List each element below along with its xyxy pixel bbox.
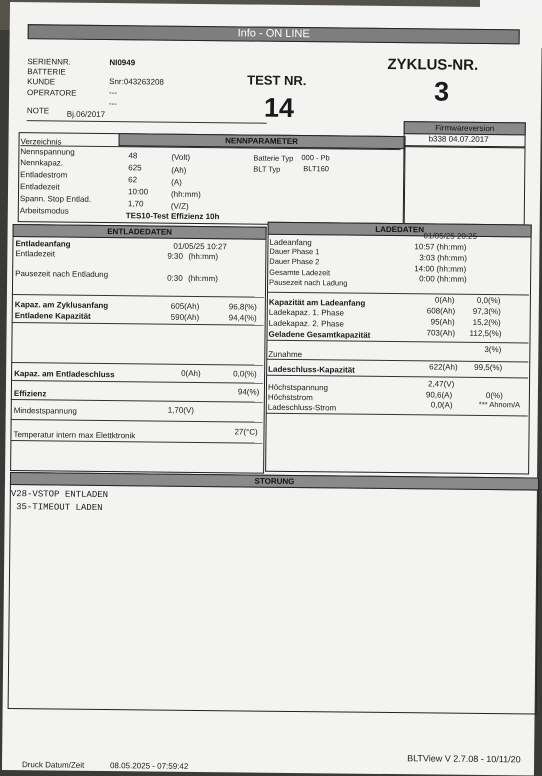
charge-pause-label: Pausezeit nach Ladung xyxy=(269,277,348,288)
cycle-start-capacity-pct: 96,8(%) xyxy=(228,302,257,312)
total-charge-time-value: 14:00 (hh:mm) xyxy=(414,264,467,274)
report-sheet xyxy=(2,2,542,776)
note-underline xyxy=(27,120,267,124)
max-voltage-value: 2,47(V) xyxy=(427,379,455,389)
test-label: TEST NR. xyxy=(247,72,307,89)
work-mode-value: TES10-Test Effizienz 10h xyxy=(125,211,220,222)
operator-label: OPERATORE xyxy=(27,88,77,98)
charge-start-capacity-ah: 0(Ah) xyxy=(434,295,455,305)
stop-voltage-unit: (V/Z) xyxy=(170,201,189,211)
charge-pause-value: 0:00 (hh:mm) xyxy=(419,274,467,284)
discharge-pause-value: 0:30 xyxy=(167,273,183,283)
print-date-label: Druck Datum/Zeit xyxy=(21,760,85,770)
max-current-value: 90,6(A) xyxy=(425,390,453,400)
charge-start-value: 01/05/25 20:25 xyxy=(423,231,478,241)
header-title-bar: Info - ON LINE xyxy=(28,24,520,44)
efficiency-label: Effizienz xyxy=(13,389,47,399)
charge-title: LADEDATEN xyxy=(268,222,532,238)
max-voltage-label: Höchstspannung xyxy=(267,382,329,393)
nominal-voltage-value: 48 xyxy=(128,151,138,161)
phase2-duration-value: 3:03 (hh:mm) xyxy=(419,253,467,263)
min-voltage-value: 1,70(V) xyxy=(167,405,195,415)
discharge-current-unit: (A) xyxy=(171,177,182,187)
ahnom-note: *** Ahnom/A xyxy=(478,399,521,410)
fault-title: STORUNG xyxy=(10,472,539,491)
stop-voltage-label: Spann. Stop Entlad. xyxy=(19,194,92,204)
firmware-title: Firmwareversion xyxy=(404,121,526,135)
phase2-capacity-pct: 15,2(%) xyxy=(472,317,501,328)
discharge-title: ENTLADEDATEN xyxy=(13,224,267,240)
total-charge-time-label: Gesamte Ladezeit xyxy=(269,267,331,278)
nominal-heading: Verzeichnis xyxy=(20,137,62,147)
increase-value: 3(%) xyxy=(484,344,502,355)
end-charge-capacity-label: Ladeschluss-Kapazität xyxy=(268,364,355,375)
end-discharge-capacity-pct: 0,0(%) xyxy=(233,369,257,379)
discharge-time-value: 10:00 xyxy=(127,187,149,197)
end-charge-capacity-ah: 622(Ah) xyxy=(429,362,458,372)
right-blank-box xyxy=(403,145,526,227)
efficiency-value: 94(%) xyxy=(237,387,260,397)
discharge-time-value-2: 9:30 xyxy=(167,251,183,261)
discharge-start-value: 01/05/25 10:27 xyxy=(173,241,227,252)
serial-value: NI0949 xyxy=(109,58,136,68)
phase2-capacity-label: Ladekapaz. 2. Phase xyxy=(268,318,344,329)
cycle-label: ZYKLUS-NR. xyxy=(387,55,479,74)
charge-start-label: Ladeanfang xyxy=(269,237,312,248)
phase1-capacity-pct: 97,3(%) xyxy=(472,306,501,317)
discharge-pause-unit: (hh:mm) xyxy=(188,273,218,284)
discharged-capacity-pct: 94,4(%) xyxy=(228,313,257,323)
max-current-pct: 0(%) xyxy=(485,391,503,401)
nominal-voltage-label: Nennspannung xyxy=(20,147,75,157)
temperature-label: Temperatur intern max Elettktronik xyxy=(13,430,136,441)
battery-label: BATTERIE xyxy=(27,67,66,77)
discharge-start-label: Entladeanfang xyxy=(15,239,71,249)
nominal-capacity-value: 625 xyxy=(128,163,142,173)
blt-type-label: BLT Typ xyxy=(253,164,281,174)
serial-label: SERIENNR. xyxy=(27,57,71,67)
phase1-duration-label: Dauer Phase 1 xyxy=(269,246,320,257)
operator-value: --- xyxy=(108,99,117,109)
min-voltage-label: Mindestspannung xyxy=(13,406,77,416)
phase1-capacity-label: Ladekapaz. 1. Phase xyxy=(268,307,344,318)
note-value: Bj.06/2017 xyxy=(66,109,106,120)
firmware-value: b338 04.07.2017 xyxy=(428,134,489,145)
total-charged-capacity-label: Geladene Gesamtkapazität xyxy=(268,329,371,340)
end-current-label: Ladeschluss-Strom xyxy=(267,402,337,413)
fault-line-1: V28-VSTOP ENTLADEN xyxy=(10,489,109,501)
phase1-duration-value: 10:57 (hh:mm) xyxy=(414,242,467,252)
customer-label: KUNDE xyxy=(27,77,56,87)
nominal-capacity-unit: (Ah) xyxy=(171,165,187,175)
end-current-value: 0,0(A) xyxy=(430,400,453,410)
discharged-capacity-label: Entladene Kapazität xyxy=(14,311,91,321)
end-discharge-capacity-ah: 0(Ah) xyxy=(181,368,201,379)
nominal-title: NENNPARAMETER xyxy=(118,133,404,149)
phase2-duration-label: Dauer Phase 2 xyxy=(269,256,320,267)
discharge-time-unit-2: (hh:mm) xyxy=(188,251,219,262)
customer-value: --- xyxy=(109,88,118,98)
total-charged-capacity-ah: 703(Ah) xyxy=(426,328,456,338)
fault-line-2: 35-TIMEOUT LADEN xyxy=(10,502,103,513)
note-label: NOTE xyxy=(26,106,50,116)
print-date-value: 08.05.2025 - 07:59:42 xyxy=(109,761,189,771)
discharge-pause-label: Pausezeit nach Entladung xyxy=(15,269,109,280)
software-version: BLTView V 2.7.08 - 10/11/20 xyxy=(407,753,521,765)
discharge-current-label: Entladestrom xyxy=(20,170,68,180)
cycle-start-capacity-label: Kapaz. am Zyklusanfang xyxy=(14,300,109,311)
test-value: 14 xyxy=(263,92,295,123)
blt-type-value: BLT160 xyxy=(303,164,330,174)
end-discharge-capacity-label: Kapaz. am Entladeschluss xyxy=(14,369,115,380)
phase2-capacity-ah: 95(Ah) xyxy=(430,317,455,327)
nominal-capacity-label: Nennkapaz. xyxy=(20,158,64,168)
nominal-voltage-unit: (Volt) xyxy=(171,152,191,162)
temperature-value: 27(°C) xyxy=(234,427,258,437)
discharged-capacity-ah: 590(Ah) xyxy=(170,312,200,322)
cycle-value: 3 xyxy=(433,76,450,107)
discharge-time-label-2: Entladezeit xyxy=(15,249,56,259)
increase-label: Zunahme xyxy=(268,349,303,360)
work-mode-label: Arbeitsmodus xyxy=(19,206,69,216)
max-current-label: Höchststrom xyxy=(267,392,313,403)
end-charge-capacity-pct: 99,5(%) xyxy=(474,362,503,373)
charge-start-capacity-label: Kapazität am Ladeanfang xyxy=(268,297,366,308)
battery-type-label: Batterie Typ xyxy=(253,153,294,163)
discharge-current-value: 62 xyxy=(128,175,138,185)
charge-start-capacity-pct: 0,0(%) xyxy=(476,295,501,306)
cycle-start-capacity-ah: 605(Ah) xyxy=(170,301,200,311)
total-charged-capacity-pct: 112,5(%) xyxy=(469,328,502,339)
phase1-capacity-ah: 608(Ah) xyxy=(426,306,456,316)
discharge-time-unit: (hh:mm) xyxy=(170,189,201,200)
discharge-time-label: Entladezeit xyxy=(20,182,60,192)
battery-value: Snr:043263208 xyxy=(109,77,164,87)
stop-voltage-value: 1,70 xyxy=(127,199,144,209)
battery-type-value: 000 - Pb xyxy=(301,153,330,163)
